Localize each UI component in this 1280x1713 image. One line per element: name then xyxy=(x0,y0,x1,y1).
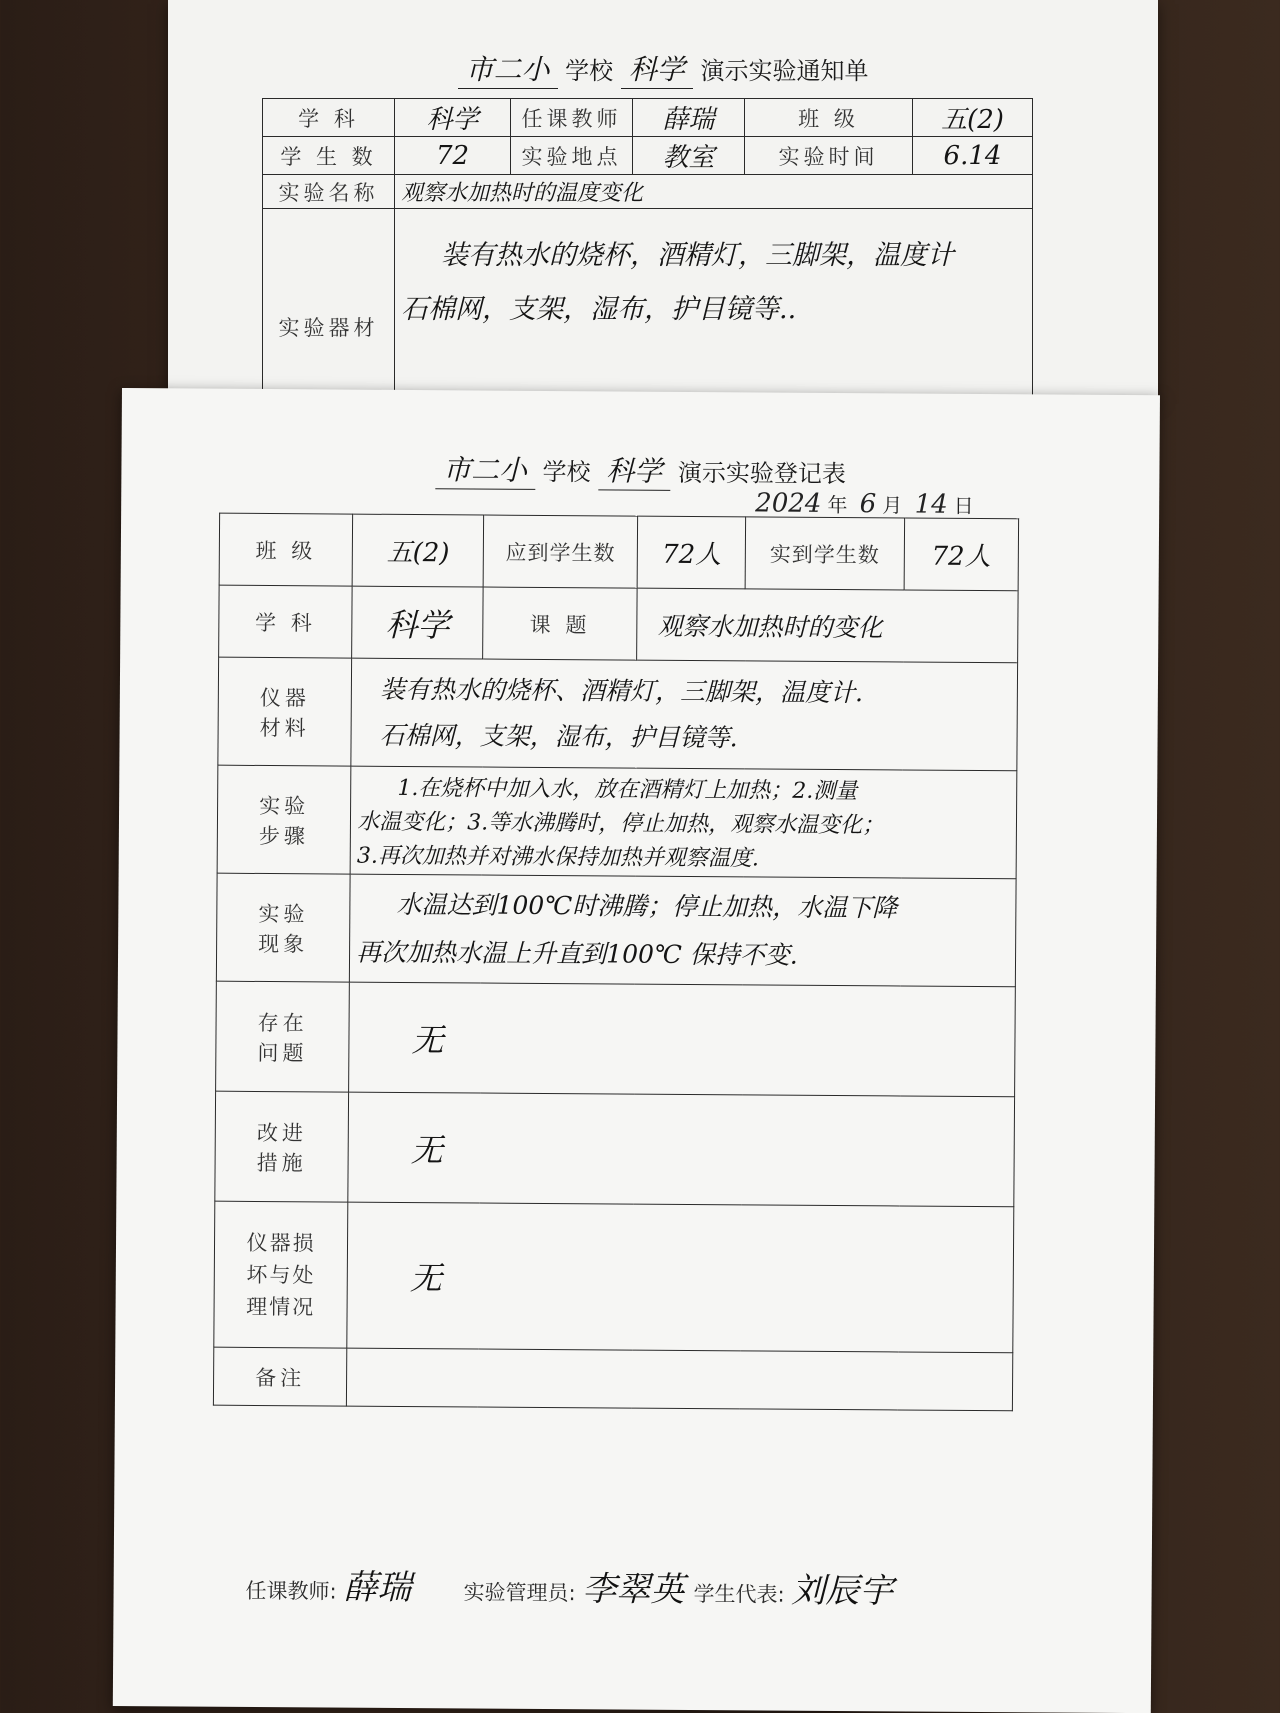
improve-label xyxy=(215,1091,349,1202)
materials-label xyxy=(218,657,352,766)
register-sheet xyxy=(113,388,1160,1713)
register-table xyxy=(213,513,1019,1412)
materials-value xyxy=(351,658,1018,771)
materials-label-2: 材料 xyxy=(259,715,310,740)
damage-label-2: 坏与处 xyxy=(246,1262,316,1287)
notice-title-subject: 科学 xyxy=(621,48,693,89)
notice-time-value: 6.14 xyxy=(913,137,1033,175)
register-title-school: 市二小 xyxy=(435,448,535,490)
actual-value: 72人 xyxy=(904,518,1019,591)
notice-equipment-label: 实验器材 xyxy=(263,209,395,405)
problems-label-2: 问题 xyxy=(257,1040,308,1065)
notice-teacher-label: 任课教师 xyxy=(511,99,633,137)
class-label: 班 级 xyxy=(219,513,353,586)
materials-label-1: 仪器 xyxy=(259,685,311,710)
materials-line2: 石棉网，支架，湿布，护目镜等. xyxy=(379,720,738,752)
phenomena-line2: 再次加热水温上升直到100℃ 保持不变. xyxy=(356,937,798,970)
date-day: 14 xyxy=(914,489,948,520)
class-value: 五(2) xyxy=(352,514,484,587)
notice-subject-value: 科学 xyxy=(395,99,511,137)
notice-equipment-value xyxy=(395,209,1033,405)
signature-admin-name: 李翠英 xyxy=(582,1569,685,1610)
problems-label xyxy=(216,981,350,1092)
improve-label-2: 措施 xyxy=(256,1150,307,1175)
steps-line2: 水温变化；3.等水沸腾时，停止加热，观察水温变化； xyxy=(357,809,885,838)
damage-label-3: 理情况 xyxy=(246,1294,316,1319)
register-title-subject: 科学 xyxy=(598,449,670,491)
phenomena-line1: 水温达到100℃时沸腾；停止加热，水温下降 xyxy=(396,889,898,922)
notice-location-label: 实验地点 xyxy=(511,137,633,175)
notice-teacher-value: 薛瑞 xyxy=(633,99,745,137)
steps-line3: 3.再次加热并对沸水保持加热并观察温度. xyxy=(356,843,759,871)
date-year-unit: 年 xyxy=(827,492,848,518)
notice-equipment-line2: 石棉网，支架，湿布，护目镜等.. xyxy=(401,294,797,325)
signature-student xyxy=(693,1562,893,1612)
steps-label xyxy=(217,765,351,874)
damage-label xyxy=(214,1201,348,1348)
phenomena-label xyxy=(216,873,350,982)
improve-value: 无 xyxy=(348,1092,1015,1207)
signature-admin-label: 实验管理员: xyxy=(463,1580,576,1606)
signature-student-label: 学生代表: xyxy=(693,1582,785,1607)
topic-label: 课 题 xyxy=(483,587,637,660)
remarks-label: 备注 xyxy=(213,1347,347,1406)
damage-label-1: 仪器损 xyxy=(246,1230,316,1255)
notice-students-label: 学 生 数 xyxy=(263,137,395,175)
notice-name-value: 观察水加热时的温度变化 xyxy=(395,175,1033,209)
subject-value: 科学 xyxy=(352,586,484,659)
notice-time-label: 实验时间 xyxy=(745,137,913,175)
register-title xyxy=(121,446,1159,494)
problems-label-1: 存在 xyxy=(257,1010,308,1035)
notice-class-value: 五(2) xyxy=(913,99,1033,137)
notice-title-mid: 学校 xyxy=(565,57,614,85)
subject-label: 学 科 xyxy=(219,585,353,658)
register-date xyxy=(749,488,974,520)
notice-subject-label: 学 科 xyxy=(263,99,395,137)
signature-teacher-label: 任课教师: xyxy=(245,1578,337,1604)
signature-teacher-name: 薛瑞 xyxy=(343,1567,412,1609)
damage-value: 无 xyxy=(347,1202,1014,1353)
steps-label-2: 步骤 xyxy=(258,823,310,848)
register-title-end: 演示实验登记表 xyxy=(677,458,846,489)
notice-title xyxy=(168,48,1158,89)
notice-sheet xyxy=(168,0,1158,400)
notice-equipment-line1: 装有热水的烧杯，酒精灯，三脚架，温度计 xyxy=(441,240,954,271)
date-month: 6 xyxy=(859,489,877,520)
phenomena-label-2: 现象 xyxy=(258,931,309,956)
steps-label-1: 实验 xyxy=(259,793,310,818)
expected-value: 72人 xyxy=(637,516,746,589)
remarks-value xyxy=(347,1348,1013,1411)
steps-value xyxy=(350,766,1017,879)
steps-line1: 1.在烧杯中加入水，放在酒精灯上加热；2.测量 xyxy=(397,775,858,804)
signature-student-name: 刘辰宇 xyxy=(791,1570,894,1612)
problems-value: 无 xyxy=(349,982,1016,1097)
phenomena-value xyxy=(350,874,1017,987)
notice-table xyxy=(262,98,1033,405)
signature-teacher xyxy=(245,1559,411,1609)
date-year: 2024 xyxy=(755,488,822,519)
notice-students-value: 72 xyxy=(395,137,511,175)
notice-class-label: 班 级 xyxy=(745,99,913,137)
materials-line1: 装有热水的烧杯、酒精灯，三脚架，温度计. xyxy=(379,674,864,707)
signature-admin xyxy=(463,1560,684,1611)
expected-label: 应到学生数 xyxy=(483,515,637,588)
register-title-mid: 学校 xyxy=(542,457,591,487)
actual-label: 实到学生数 xyxy=(746,517,905,590)
phenomena-label-1: 实验 xyxy=(258,901,309,926)
improve-label-1: 改进 xyxy=(256,1120,307,1145)
date-month-unit: 月 xyxy=(882,493,903,518)
notice-name-label: 实验名称 xyxy=(263,175,395,209)
date-day-unit: 日 xyxy=(953,493,974,518)
notice-title-school: 市二小 xyxy=(458,48,558,89)
notice-title-end: 演示实验通知单 xyxy=(700,57,869,85)
notice-location-value: 教室 xyxy=(633,137,745,175)
topic-value: 观察水加热时的变化 xyxy=(637,588,1018,663)
